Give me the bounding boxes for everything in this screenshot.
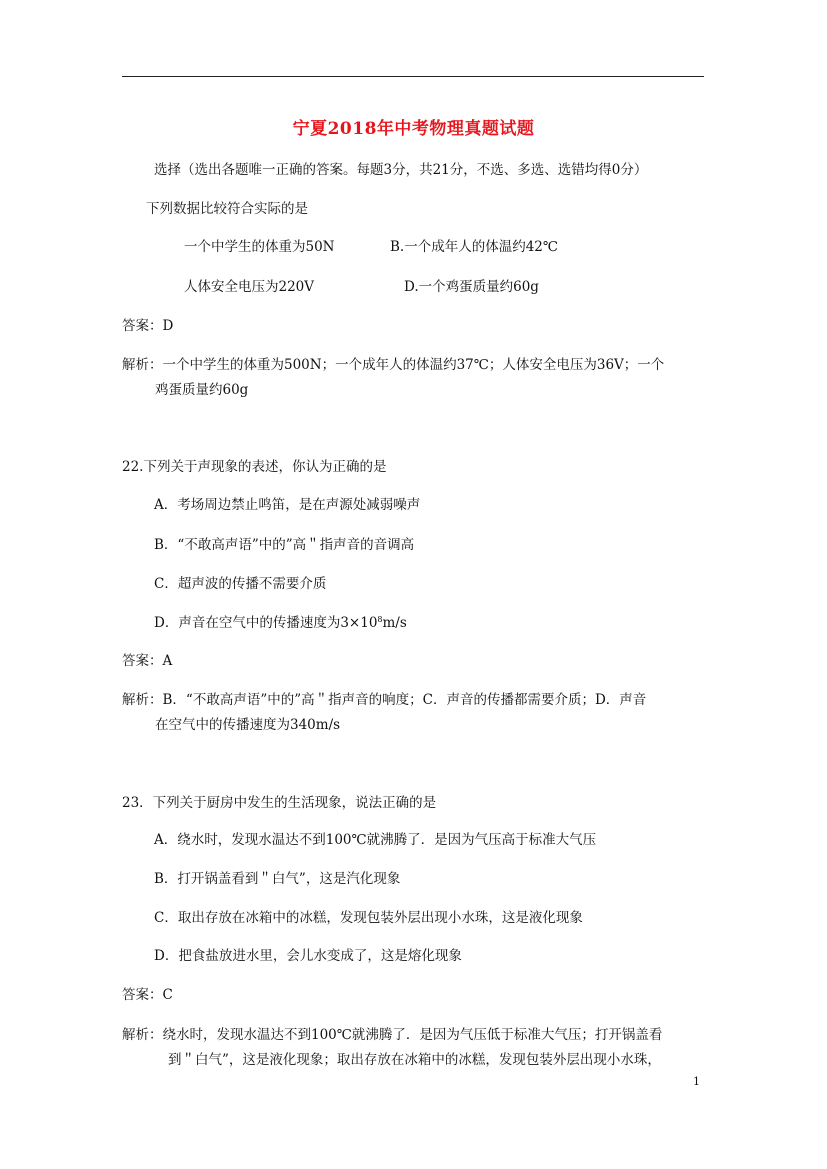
q22-answer: 答案：A <box>122 653 173 669</box>
q21-explanation-line1: 解析：一个中学生的体重为500N；一个成年人的体温约37℃；人体安全电压为36V；一个 <box>122 357 665 373</box>
q23-option-a: A．绕水时，发现水温达不到100℃就沸腾了．是因为气压高于标准大气压 <box>154 832 597 848</box>
q23-explanation-line1: 解析：绕水时，发现水温达不到100℃就沸腾了．是因为气压低于标准大气压；打开锅盖看 <box>122 1027 663 1043</box>
q21-explanation-line2: 鸡蛋质量约60g <box>155 382 249 398</box>
q21-stem: 下列数据比较符合实际的是 <box>146 201 308 217</box>
page-title: 宁夏2018年中考物理真题试题 <box>292 119 535 139</box>
q21-answer: 答案：D <box>122 318 174 334</box>
section-header: 选择（选出各题唯一正确的答案。每题3分，共21分，不选、多选、选错均得0分） <box>154 162 648 178</box>
page-number: 1 <box>693 1075 700 1088</box>
q23-option-c: C．取出存放在冰箱中的冰糕，发现包装外层出现小水珠，这是液化现象 <box>154 910 583 926</box>
q22-explanation-line1: 解析：B．“不敢高声语”中的”高＂指声音的响度；C．声音的传播都需要介质；D．声音 <box>122 692 647 708</box>
q23-answer: 答案：C <box>122 987 173 1003</box>
q22-option-d-exponent: 8 <box>377 615 383 624</box>
q23-explanation-line2: 到＂白气”，这是液化现象；取出存放在冰箱中的冰糕，发现包装外层出现小水珠， <box>168 1052 661 1068</box>
header-rule <box>122 76 704 77</box>
q22-option-d-text: D．声音在空气中的传播速度为3×10 <box>154 615 378 631</box>
q23-stem: 23．下列关于厨房中发生的生活现象，说法正确的是 <box>122 795 437 811</box>
q23-option-d: D．把食盐放进水里，会儿水变成了，这是熔化现象 <box>154 948 462 964</box>
q22-option-b: B．“不敢高声语”中的”高＂指声音的音调高 <box>154 537 415 553</box>
q22-option-a: A．考场周边禁止鸣笛，是在声源处减弱噪声 <box>154 497 421 513</box>
q21-option-c: 人体安全电压为220V <box>184 279 315 295</box>
q22-option-c: C．超声波的传播不需要介质 <box>154 576 327 592</box>
q23-option-b: B．打开锅盖看到＂白气”，这是汽化现象 <box>154 871 401 887</box>
q21-option-a: 一个中学生的体重为50N <box>184 239 335 255</box>
q22-option-d <box>154 613 407 633</box>
q21-option-b: B.一个成年人的体温约42℃ <box>390 239 558 255</box>
q22-option-d-unit: m/s <box>382 615 407 631</box>
q22-explanation-line2: 在空气中的传播速度为340m/s <box>155 717 341 733</box>
q22-stem: 22.下列关于声现象的表述，你认为正确的是 <box>122 459 387 475</box>
q21-option-d: D.一个鸡蛋质量约60g <box>404 279 539 295</box>
